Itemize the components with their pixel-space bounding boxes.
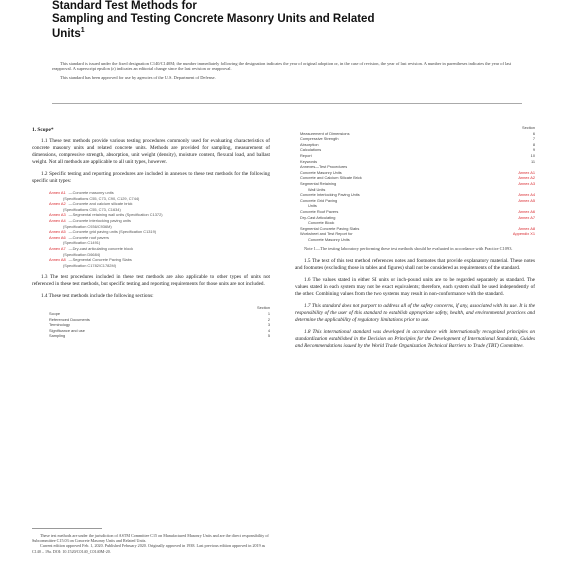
title-footnote-marker: 1 [80, 27, 85, 34]
paragraph-1-5: 1.5 The text of this test method references notes and footnotes that provide explanatory material. These notes and footnotes (excluding those in tables and figures) shall not be considered as requirements of the standard. [295, 258, 535, 272]
paragraph-1-7: 1.7 This standard does not purport to address all of the safety concerns, if any, associated with its use. It is the responsibility of the user of this standard to establish appropriate safety, health, and environmental practices and determine the applicability of regulatory limitations prior to use. [295, 303, 535, 324]
toc-row [295, 237, 535, 243]
toc-section[interactable]: Annex A8 [518, 225, 535, 231]
header-divider [52, 103, 522, 104]
toc-section[interactable]: Annex A1 [518, 169, 535, 175]
dod-note: This standard has been approved for use by agencies of the U.S. Department of Defense. [60, 74, 216, 80]
title-line-2: Sampling and Testing Concrete Masonry Units and Related [52, 12, 375, 25]
annex-desc: —Dry-cast articulating concrete block [68, 245, 134, 251]
toc-title: Measurement of Dimensions [300, 130, 350, 136]
toc-section: 8 [532, 141, 535, 147]
footnote-1: These test methods are under the jurisdiction of ASTM Committee C15 on Manufactured Masonry Units and are the direct responsibility of Subcommittee C15.03 on Concrete Masonry Units and Related Units. [32, 533, 269, 544]
toc-title: Wall Units [308, 186, 326, 192]
toc-heading: Section [522, 125, 535, 130]
toc-title: Report [300, 152, 312, 158]
annex-desc: —Concrete masonry units [68, 190, 114, 195]
toc-section: 7 [532, 136, 535, 142]
toc-section[interactable]: Annex A7 [518, 214, 535, 220]
toc-section: 3 [267, 322, 270, 328]
footnote-2: Current edition approved Feb. 1, 2020. Published February 2020. Originally approved in 1938. Last previous edition approved in 2019 as C140 – 19a. DOI: 10.1520/C0140_C0140M-20. [32, 543, 266, 554]
footnotes [32, 533, 270, 554]
annex-link[interactable]: Annex A7 [49, 245, 66, 251]
paragraph-1-4: 1.4 These test methods include the following sections: [41, 293, 154, 300]
toc-section[interactable]: Appendix X1 [512, 231, 535, 237]
toc-title: Dry-Cast Articulating [300, 214, 336, 220]
toc-title: Annexes—Test Procedures [300, 164, 348, 170]
toc-section: 1 [267, 310, 270, 316]
annex-list [49, 190, 270, 268]
left-column [32, 127, 270, 339]
annex-link[interactable]: Annex A6 [49, 234, 66, 240]
toc-title: Units [308, 203, 317, 209]
toc-section: 5 [267, 333, 270, 339]
annex-link[interactable]: Annex A8 [49, 257, 66, 263]
annex-item [49, 235, 270, 246]
designation-note: This standard is issued under the fixed designation C140/C140M; the number immediately following the designation indicates the year of original adoption or, in the case of revision, the year of last revision. A number in parentheses indicates the year of last reapproval. A superscript epsilon (ε) indicates an editorial change since the last revision or reapproval. [52, 61, 512, 72]
annex-item [49, 201, 270, 212]
toc-section: 9 [532, 147, 535, 153]
toc-section: 10 [530, 152, 535, 158]
annex-spec: (Specification C936/C936M) [63, 223, 112, 229]
annex-desc: —Segmental Concrete Paving Slabs [68, 257, 132, 263]
annex-link[interactable]: Annex A3 [49, 212, 66, 218]
toc-row [32, 333, 270, 339]
title-line-3-text: Units [52, 27, 81, 40]
toc-section: 11 [530, 158, 535, 164]
toc-title: Concrete Roof Pavers [300, 208, 339, 214]
annex-desc: —Concrete grid paving units (Specification C1319) [68, 229, 157, 235]
title-line-3 [52, 25, 522, 40]
annex-desc: —Concrete roof pavers [68, 234, 109, 240]
toc-title: Segmental Concrete Paving Slabs [300, 225, 360, 231]
annex-spec: (Specification C1782/C1782M) [63, 262, 116, 268]
annex-spec: (Specifications C55, C73, C90, C129, C744) [63, 195, 140, 201]
section-table-right [295, 125, 535, 242]
toc-title: Worksheet and Test Report for [300, 231, 353, 237]
toc-title: Sampling [49, 333, 66, 339]
toc-title: Significance and use [49, 327, 85, 333]
toc-title: Keywords [300, 158, 318, 164]
note-1: Note 1—The testing laboratory performing these test methods should be evaluated in accordance with Practice C1093. [304, 246, 513, 252]
toc-section: 6 [532, 130, 535, 136]
toc-title: Concrete Masonry Units [300, 169, 342, 175]
toc-title: Concrete Masonry Units [308, 236, 350, 242]
right-column [295, 125, 535, 355]
annex-desc: —Concrete interlocking paving units [68, 217, 131, 223]
paragraph-1-2: 1.2 Specific testing and reporting procedures are included in annexes to these test methods for the following specific unit types: [32, 171, 270, 184]
annex-item [49, 246, 270, 257]
toc-title: Scope [49, 310, 61, 316]
toc-section[interactable]: Annex A4 [518, 192, 535, 198]
paragraph-1-3: 1.3 The test procedures included in these test methods are also applicable to other types of units not referenced in these test methods, but specific testing and reporting requirements for those units are not included. [32, 274, 270, 288]
toc-section[interactable]: Annex A6 [518, 208, 535, 214]
toc-title: Concrete Grid Paving [300, 197, 338, 203]
toc-title: Compressive Strength [300, 136, 339, 142]
designation-notes [52, 61, 522, 83]
annex-link[interactable]: Annex A2 [49, 201, 66, 207]
scope-heading: 1. Scope* [32, 127, 54, 133]
title-line-1: Standard Test Methods for [52, 0, 197, 12]
toc-title: Segmental Retaining [300, 180, 337, 186]
annex-link[interactable]: Annex A4 [49, 217, 66, 223]
toc-title: Absorption [300, 141, 319, 147]
toc-section[interactable]: Annex A5 [518, 197, 535, 203]
annex-desc: —Segmental retaining wall units (Specification C1372) [68, 212, 163, 218]
annex-link[interactable]: Annex A1 [49, 190, 66, 195]
annex-item [49, 218, 270, 229]
toc-title: Calculations [300, 147, 322, 153]
annex-spec: (Specification C1491) [63, 240, 101, 246]
toc-title: Terminology [49, 322, 70, 328]
paragraph-1-6: 1.6 The values stated in either SI units or inch-pound units are to be regarded separately as standard. The values stated in each system may not be exact equivalents; therefore, each system shall be used independently of the other. Combining values from the two systems may result in non-conformance with the standard. [295, 277, 535, 298]
toc-section[interactable]: Annex A2 [518, 175, 535, 181]
annex-spec: (Specification D6684) [63, 251, 101, 257]
paragraph-1-1: 1.1 These test methods provide various testing procedures commonly used for evaluating characteristics of concrete masonry units and related concrete units. Methods are provided for sampling, measurement of dimensions, compressive strength, absorption, unit weight (density), moisture content, flexural load, and ballast weight. Not all methods are applicable to all unit types, however. [32, 138, 270, 165]
annex-item [49, 190, 270, 201]
paragraph-1-8: 1.8 This international standard was developed in accordance with internationally recognized principles on standardization established in the Decision on Principles for the Development of International Standards, Guides and Recommendations issued by the World Trade Organization Technical Barriers to Trade (TBT) Committee. [295, 329, 535, 350]
toc-section: 4 [267, 327, 270, 333]
toc-title: Concrete Interlocking Paving Units [300, 192, 360, 198]
section-table-left [32, 305, 270, 339]
document-title [52, 0, 522, 40]
toc-section: 2 [267, 316, 270, 322]
footnote-divider [32, 528, 102, 529]
annex-desc: —Concrete and calcium silicate brick [68, 201, 133, 207]
annex-item [49, 257, 270, 268]
toc-title: Concrete and Calcium Silicate Brick [300, 175, 362, 181]
annex-link[interactable]: Annex A5 [49, 229, 66, 235]
toc-section[interactable]: Annex A3 [518, 180, 535, 186]
annex-spec: (Specifications C55, C73, C1634) [63, 206, 121, 212]
toc-title: Concrete Block [308, 220, 335, 226]
toc-heading: Section [257, 305, 270, 311]
toc-title: Referenced Documents [49, 316, 90, 322]
